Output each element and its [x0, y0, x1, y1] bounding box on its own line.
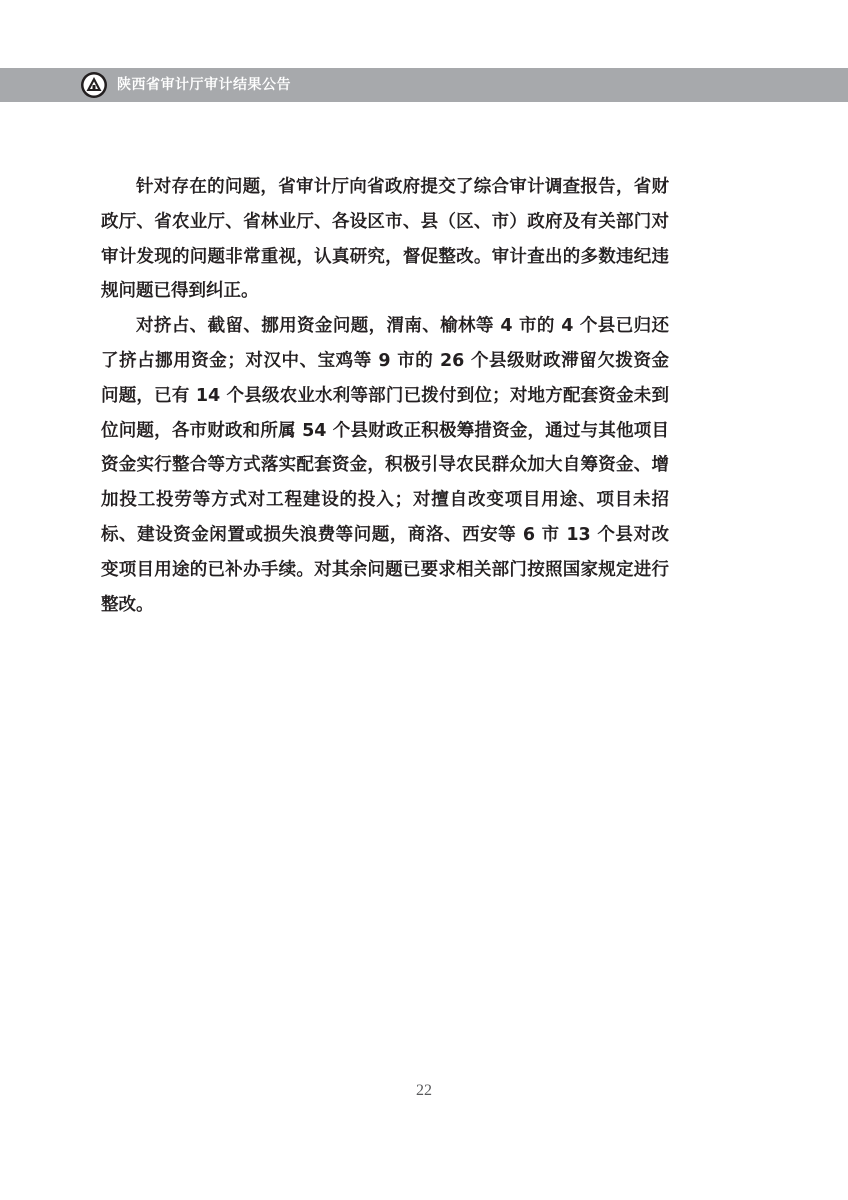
audit-emblem-icon — [80, 71, 108, 99]
paragraph: 对挤占、截留、挪用资金问题，渭南、榆林等 4 市的 4 个县已归还了挤占挪用资金；对汉中、宝鸡等 9 市的 26 个县级财政滞留欠拨资金问题，已有 14 个县级农业水利等部门已拨付到位；对地方配套资金未到位问题，各市财政和所属 54 个县财政正积极筹措资金，通过与其他项目资金实行整合等方式落实配套资金，积极引导农民群众加大自筹资金、增加投工投劳等方式对工程建设的投入；对擅自改变项目用途、项目未招标、建设资金闲置或损失浪费等问题，商洛、西安等 6 市 13 个县对改变项目用途的已补办手续。对其余问题已要求相关部门按照国家规定进行整改。 — [101, 316, 669, 615]
paragraph: 针对存在的问题，省审计厅向省政府提交了综合审计调查报告，省财政厅、省农业厅、省林业厅、各设区市、县（区、市）政府及有关部门对审计发现的问题非常重视，认真研究，督促整改。审计查出的多数违纪违规问题已得到纠正。 — [101, 177, 669, 302]
header-title: 陕西省审计厅审计结果公告 — [117, 77, 291, 93]
body-text — [101, 170, 669, 622]
page-number: 22 — [416, 1082, 432, 1099]
